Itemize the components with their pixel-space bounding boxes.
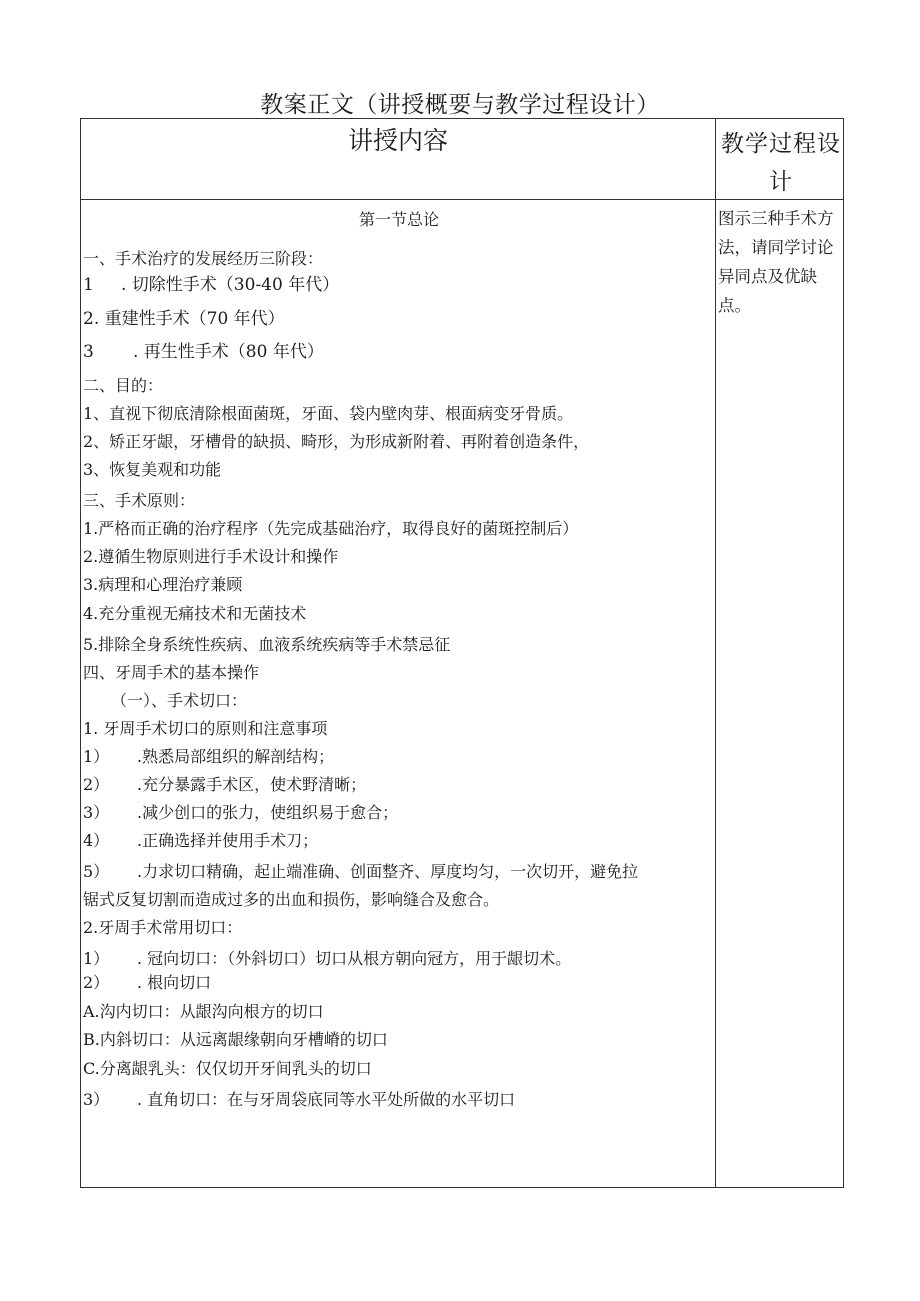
column-divider	[715, 119, 716, 1187]
s4-point-2-item-c: C.分离龈乳头：仅仅切开牙间乳头的切口	[83, 1059, 372, 1078]
header-teaching-design: 教学过程设计	[721, 131, 841, 195]
s3-item-5: 5.排除全身系统性疾病、血液系统疾病等手术禁忌征	[83, 635, 451, 654]
s4-point-2-item-b: B.内斜切口：从远离龈缘朝向牙槽嵴的切口	[83, 1030, 388, 1049]
s4-point-2: 2.牙周手术常用切口：	[83, 918, 243, 937]
s4-point-1-item-5: 5） .力求切口精确，起止端准确、创面整齐、厚度均匀，一次切开，避免拉	[83, 862, 639, 881]
s4-point-1-item-4: 4） .正确选择并使用手术刀；	[83, 831, 319, 850]
s1-item-3: 3 . 再生性手术（80 年代）	[83, 342, 324, 362]
section-title: 第一节总论	[358, 210, 439, 229]
s4-point-1: 1. 牙周手术切口的原则和注意事项	[83, 719, 328, 738]
s4-point-2-item-a: A.沟内切口：从龈沟向根方的切口	[83, 1002, 324, 1021]
s4-subheading: （一）、手术切口：	[111, 691, 248, 710]
lesson-table	[80, 118, 844, 1188]
header-lecture-content: 讲授内容	[347, 126, 448, 155]
document-title: 教案正文（讲授概要与教学过程设计）	[260, 92, 660, 118]
s3-item-3: 3.病理和心理治疗兼顾	[83, 575, 243, 594]
s2-item-3: 3、恢复美观和功能	[83, 460, 222, 479]
s2-heading: 二、目的：	[83, 376, 164, 395]
teaching-design-note: 图示三种手术方法，请同学讨论异同点及优缺点。	[718, 209, 834, 315]
s2-item-1: 1、直视下彻底清除根面菌斑，牙面、袋内壁肉芽、根面病变牙骨质。	[83, 404, 574, 423]
s4-point-2-item-1: 1） . 冠向切口：（外斜切口）切口从根方朝向冠方，用于龈切术。	[83, 949, 572, 968]
s4-point-1-item-1: 1） .熟悉局部组织的解剖结构；	[83, 747, 335, 766]
s4-point-2-item-2: 2） . 根向切口	[83, 973, 212, 992]
s4-point-2-item-3: 3） . 直角切口：在与牙周袋底同等水平处所做的水平切口	[83, 1090, 516, 1109]
s3-item-2: 2.遵循生物原则进行手术设计和操作	[83, 547, 339, 566]
s3-heading: 三、手术原则：	[83, 491, 196, 510]
s4-point-1-item-3: 3） .减少创口的张力，使组织易于愈合；	[83, 803, 399, 822]
s3-item-4: 4.充分重视无痛技术和无菌技术	[83, 604, 307, 623]
s4-point-1-item-5-cont: 锯式反复切割而造成过多的出血和损伤，影响缝合及愈合。	[83, 890, 500, 909]
s4-point-1-item-2: 2） .充分暴露手术区，使术野清晰；	[83, 775, 367, 794]
s2-item-2: 2、矫正牙龈，牙槽骨的缺损、畸形，为形成新附着、再附着创造条件，	[83, 432, 590, 451]
s1-heading: 一、手术治疗的发展经历三阶段：	[83, 249, 324, 268]
s3-item-1: 1.严格而正确的治疗程序（先完成基础治疗，取得良好的菌斑控制后）	[83, 519, 579, 538]
s1-item-2: 2. 重建性手术（70 年代）	[83, 309, 285, 329]
s4-heading: 四、牙周手术的基本操作	[83, 663, 260, 682]
s1-item-1: 1 . 切除性手术（30-40 年代）	[83, 275, 340, 295]
